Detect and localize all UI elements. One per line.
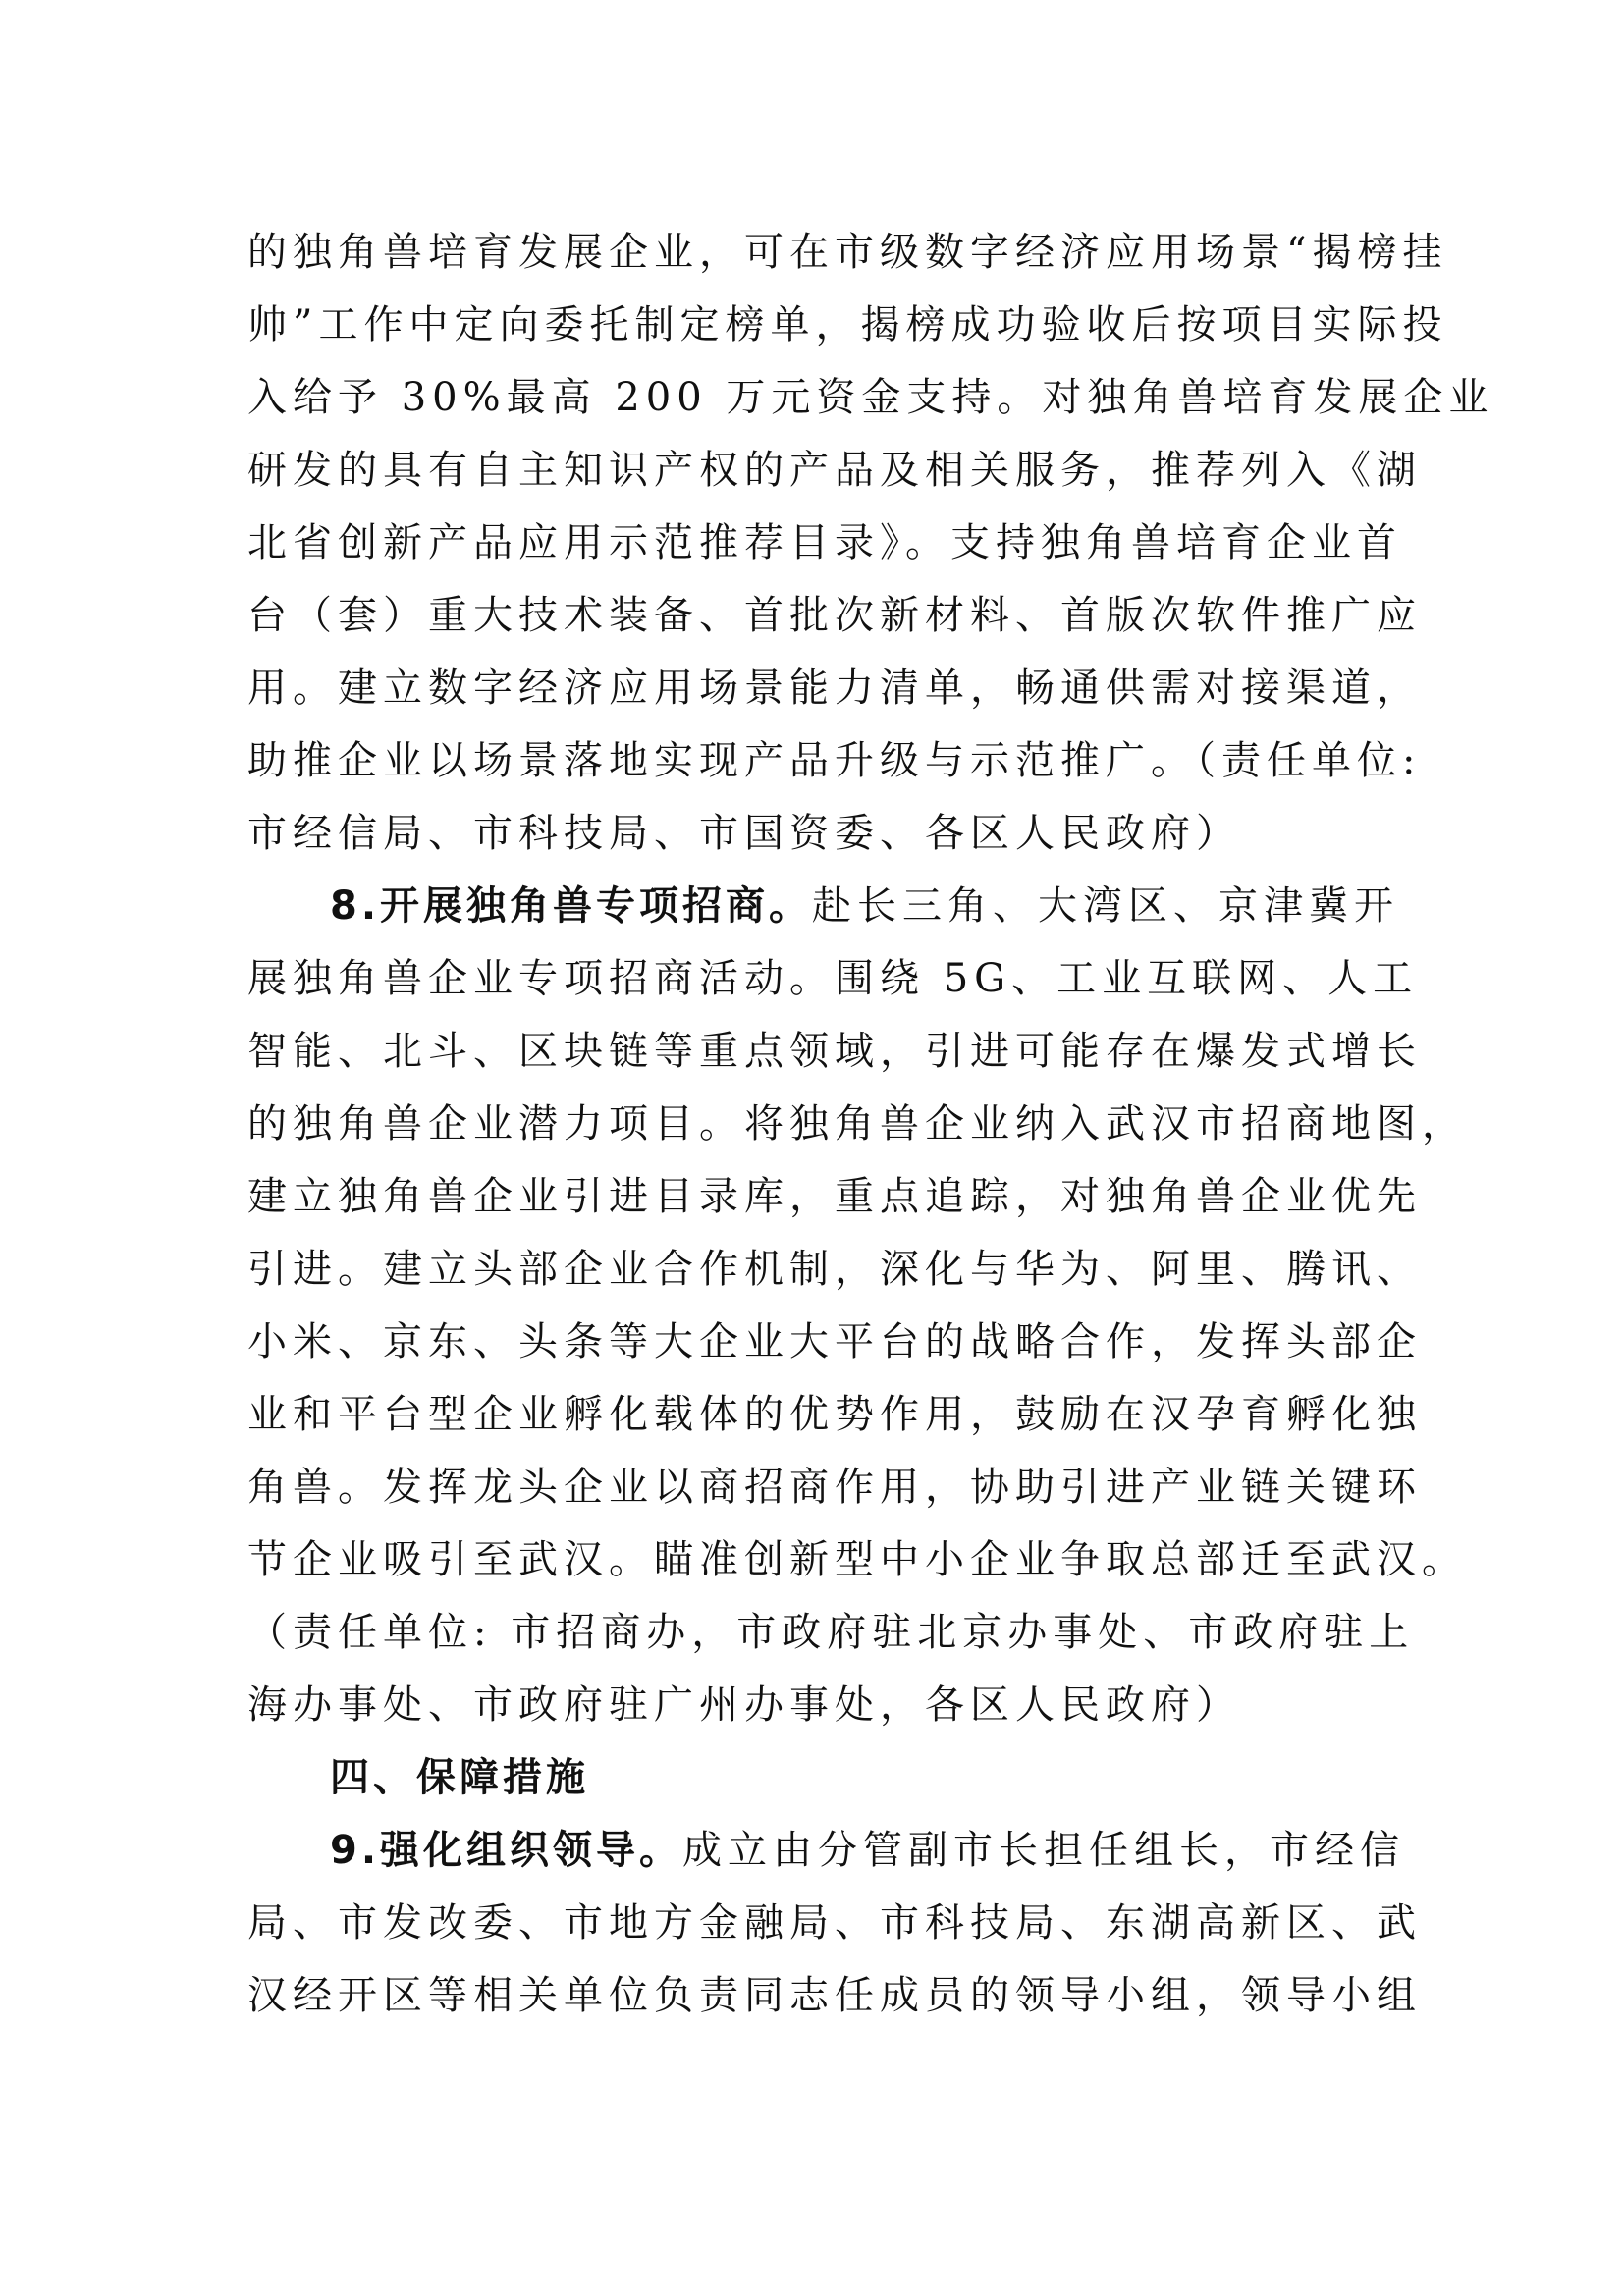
p3-line-3: 汉经开区等相关单位负责同志任成员的领导小组，领导小组 (247, 1973, 1422, 2018)
p1-line-5: 北省创新产品应用示范推荐目录》。支持独角兽培育企业首 (247, 520, 1402, 565)
p2-line-9: 角兽。发挥龙头企业以商招商作用，协助引进产业链关键环 (247, 1465, 1422, 1510)
section-heading-text: 四、保障措施 (330, 1755, 589, 1800)
p2-line-10: 节企业吸引至武汉。瞄准创新型中小企业争取总部迁至武汉。 (247, 1537, 1467, 1582)
p1-line-2: 帅”工作中定向委托制定榜单，揭榜成功验收后按项目实际投 (247, 302, 1448, 347)
p2-line-5: 建立独角兽企业引进目录库，重点追踪，对独角兽企业优先 (247, 1174, 1422, 1219)
p3-first-line (247, 1814, 1406, 1887)
p3-line-2: 局、市发改委、市地方金融局、市科技局、东湖高新区、武 (247, 1900, 1422, 1946)
p2-line-3: 智能、北斗、区块链等重点领域，引进可能存在爆发式增长 (247, 1029, 1422, 1074)
p2-line-11: （责任单位: 市招商办，市政府驻北京办事处、市政府驻上 (247, 1610, 1415, 1655)
p2-line-2: 展独角兽企业专项招商活动。围绕 5G、工业互联网、人工 (247, 956, 1419, 1001)
p1-line-8: 助推企业以场景落地实现产品升级与示范推广。（责任单位: (247, 738, 1422, 783)
section-heading (247, 1741, 1386, 1814)
p1-line-1: 的独角兽培育发展企业，可在市级数字经济应用场景“揭榜挂 (247, 230, 1448, 275)
p1-line-6: 台（套）重大技术装备、首批次新材料、首版次软件推广应 (247, 593, 1422, 638)
p2-line-4: 的独角兽企业潜力项目。将独角兽企业纳入武汉市招商地图， (247, 1101, 1467, 1147)
p2-first-line-text: 赴长三角、大湾区、京津冀开 (812, 883, 1400, 929)
p1-line-7: 用。建立数字经济应用场景能力清单，畅通供需对接渠道， (247, 666, 1422, 711)
p2-line-6: 引进。建立头部企业合作机制，深化与华为、阿里、腾讯、 (247, 1247, 1422, 1292)
p2-line-8: 业和平台型企业孵化载体的优势作用，鼓励在汉孕育孵化独 (247, 1392, 1422, 1437)
p2-line-7: 小米、京东、头条等大企业大平台的战略合作，发挥头部企 (247, 1319, 1422, 1364)
p1-line-4: 研发的具有自主知识产权的产品及相关服务，推荐列入《湖 (247, 448, 1422, 493)
p1-line-3: 入给予 30%最高 200 万元资金支持。对独角兽培育发展企业 (247, 375, 1494, 420)
p2-first-line (247, 870, 1400, 942)
p2-line-12: 海办事处、市政府驻广州办事处，各区人民政府） (247, 1682, 1241, 1728)
p1-line-9: 市经信局、市科技局、市国资委、各区人民政府） (247, 811, 1241, 856)
p3-first-line-text: 成立由分管副市长担任组长，市经信 (682, 1828, 1406, 1873)
p2-heading: 8.开展独角兽专项招商。 (330, 883, 813, 929)
p3-heading: 9.强化组织领导。 (330, 1828, 683, 1873)
